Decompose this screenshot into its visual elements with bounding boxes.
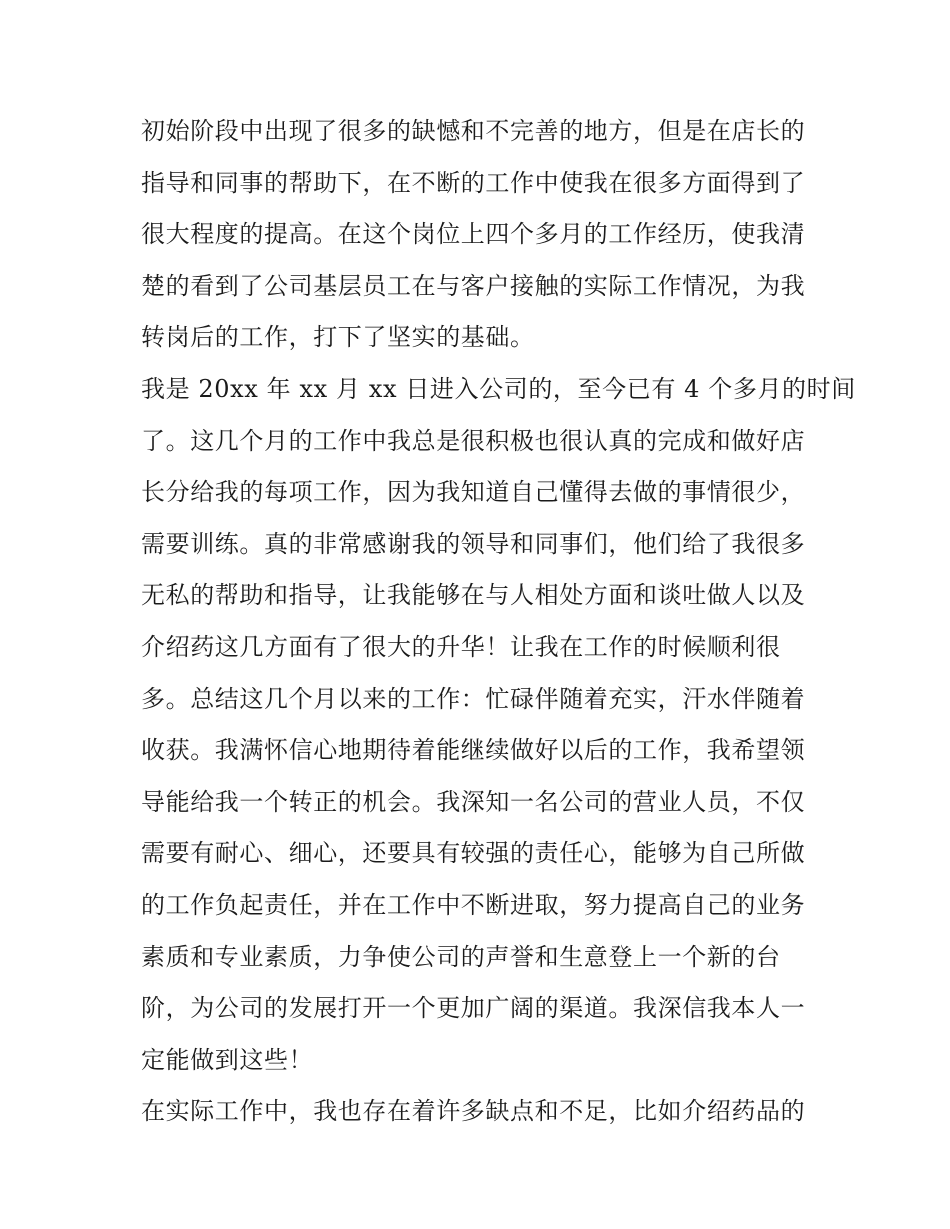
text-line: 指导和同事的帮助下，在不断的工作中使我在很多方面得到了 bbox=[141, 168, 806, 197]
paragraph-1 bbox=[141, 106, 816, 364]
text-line: 多。总结这几个月以来的工作：忙碌伴随着充实，汗水伴随着 bbox=[141, 684, 806, 713]
text-line: 长分给我的每项工作，因为我知道自己懂得去做的事情很少， bbox=[141, 478, 806, 507]
text-line: 收获。我满怀信心地期待着能继续做好以后的工作，我希望领 bbox=[141, 736, 806, 765]
text-line: 素质和专业素质，力争使公司的声誉和生意登上一个新的台 bbox=[141, 942, 781, 971]
text-line: 在实际工作中，我也存在着许多缺点和不足，比如介绍药品的 bbox=[141, 1097, 806, 1126]
text-line: 转岗后的工作，打下了坚实的基础。 bbox=[141, 323, 535, 352]
document-body bbox=[141, 106, 856, 1138]
paragraph-2 bbox=[141, 364, 856, 1086]
text-line: 楚的看到了公司基层员工在与客户接触的实际工作情况，为我 bbox=[141, 271, 806, 300]
text-line: 很大程度的提高。在这个岗位上四个多月的工作经历，使我清 bbox=[141, 220, 806, 249]
text-line: 介绍药这几方面有了很大的升华！让我在工作的时候顺利很 bbox=[141, 632, 781, 661]
text-line: 导能给我一个转正的机会。我深知一名公司的营业人员，不仅 bbox=[141, 787, 806, 816]
text-line: 初始阶段中出现了很多的缺憾和不完善的地方，但是在店长的 bbox=[141, 117, 806, 145]
text-line: 的工作负起责任，并在工作中不断进取，努力提高自己的业务 bbox=[141, 890, 806, 919]
text-line: 无私的帮助和指导，让我能够在与人相处方面和谈吐做人以及 bbox=[141, 581, 806, 610]
paragraph-3 bbox=[141, 1086, 816, 1138]
text-line: 我是 20xx 年 xx 月 xx 日进入公司的，至今已有 4 个多月的时间 bbox=[141, 374, 856, 403]
text-line: 需要有耐心、细心，还要具有较强的责任心，能够为自己所做 bbox=[141, 839, 806, 868]
text-line: 需要训练。真的非常感谢我的领导和同事们，他们给了我很多 bbox=[141, 529, 806, 558]
text-line: 阶，为公司的发展打开一个更加广阔的渠道。我深信我本人一 bbox=[141, 994, 806, 1023]
text-line: 了。这几个月的工作中我总是很积极也很认真的完成和做好店 bbox=[141, 426, 806, 455]
text-line: 定能做到这些！ bbox=[141, 1045, 314, 1074]
